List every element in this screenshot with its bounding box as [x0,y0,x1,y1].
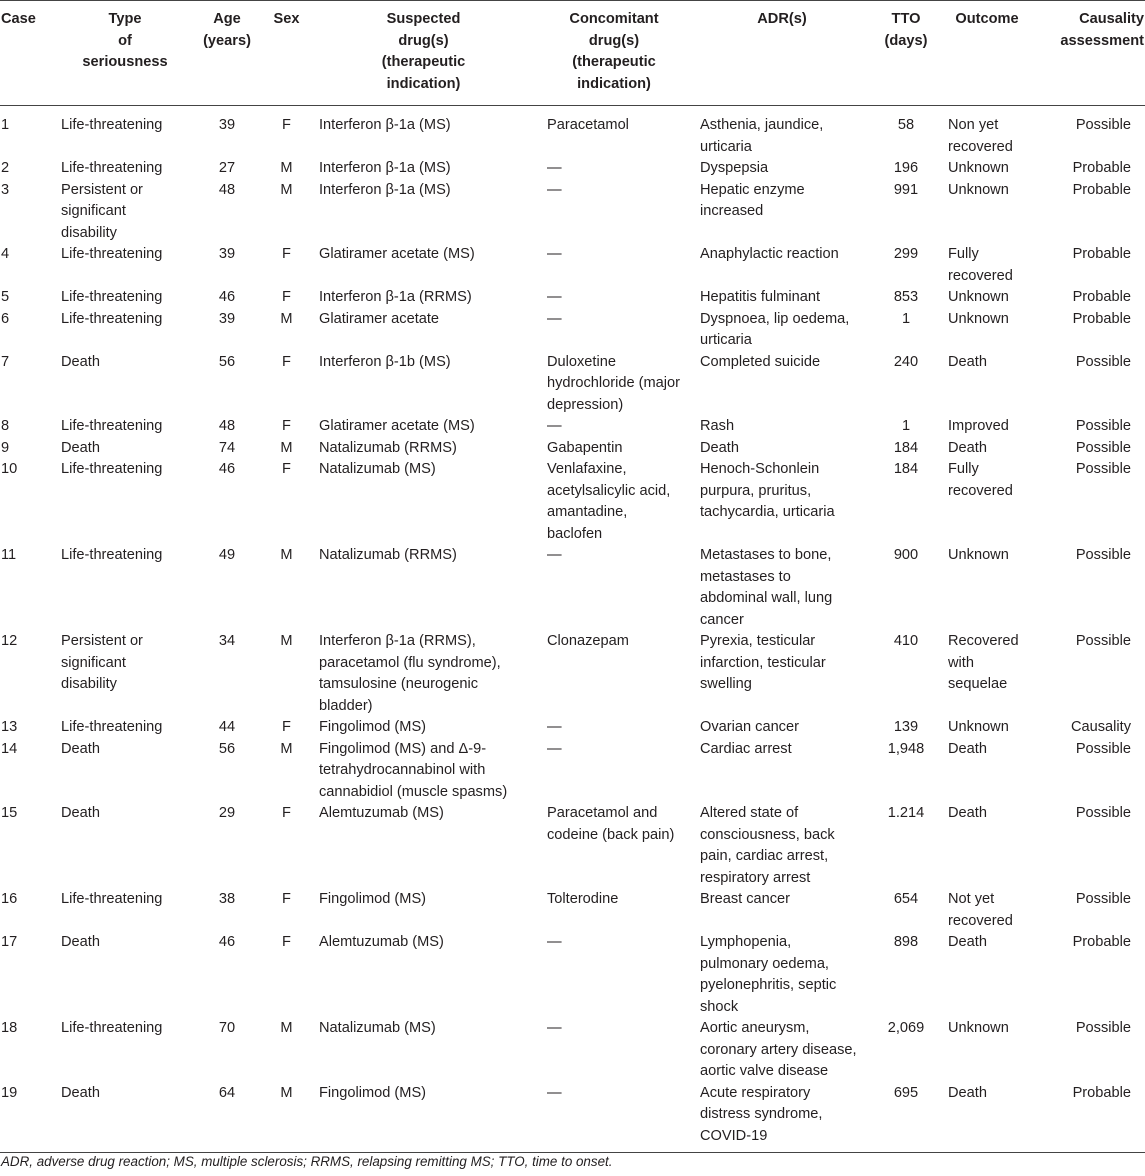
cell-sex: M [280,1020,293,1036]
cell-concomitant-drugs: — [547,1020,562,1036]
cell-case: 2 [1,160,10,176]
cell-age: 46 [218,934,236,950]
cell-sex: M [280,740,293,757]
cell-age: 44 [218,719,236,735]
cell-sex: M [280,547,293,563]
table-row [0,1083,1145,1153]
cell-causality-assessment: Causality [1070,719,1131,735]
cell-suspected-drugs: Natalizumab (RRMS) [319,439,457,456]
header-outcome: Outcome [940,1,1034,106]
cell-concomitant-drugs: Gabapentin [547,439,623,456]
cell-tto: 898 [893,934,919,950]
cell-suspected-drugs: Fingolimod (MS) [319,891,427,907]
cell-adrs: Aortic aneurysm, coronary artery disease, aortic valve disease [700,1020,857,1079]
cell-suspected-drugs: Interferon β-1a (MS) [319,181,451,198]
cell-type-of-seriousness: Persistent or significant disability [61,181,143,241]
cell-age: 46 [218,461,236,477]
header-concomitant-drugs: Concomitant drug(s) (therapeutic indication) [536,1,692,106]
cell-suspected-drugs: Fingolimod (MS) [311,1083,536,1153]
table-row [0,180,1145,245]
cell-outcome: Fully recovered [948,461,1013,499]
cell-adrs: Lymphopenia, pulmonary oedema, pyelonephritis, septic shock [700,934,837,1015]
cell-adrs: Henoch-Schonlein purpura, pruritus, tachycardia, urticaria [700,461,835,520]
header-case: Case [0,1,58,106]
cell-sex: F [282,461,291,477]
cell-causality-assessment: Probable [1072,289,1131,305]
cell-causality-assessment: Possible [1075,1020,1131,1036]
cell-case: 8 [1,418,10,434]
cell-outcome: Unknown [948,310,1009,327]
table-row [0,438,1145,460]
table-footnote: ADR, adverse drug reaction; MS, multiple sclerosis; RRMS, relapsing remitting MS; TTO, time to onset. [1,1154,613,1169]
table-row [0,932,1145,1018]
cell-adrs: Metastases to bone, metastases to abdominal wall, lung cancer [700,547,833,628]
cell-concomitant-drugs: Paracetamol [547,117,629,133]
cell-tto: 1 [901,418,911,434]
cell-case: 13 [1,719,18,735]
cell-sex: F [282,891,291,907]
cell-type-of-seriousness: Life-threatening [61,891,163,907]
cell-adrs: Dyspepsia [700,160,769,176]
cell-sex: M [280,160,293,176]
cell-suspected-drugs: Natalizumab (RRMS) [319,547,457,563]
cell-tto: 853 [893,289,919,305]
cell-type-of-seriousness: Life-threatening [61,1020,163,1036]
cell-concomitant-drugs: Duloxetine hydrochloride (major depression) [547,353,681,413]
cell-type-of-seriousness: Life-threatening [61,461,163,477]
cell-case: 12 [1,633,18,649]
cell-case: 19 [0,1083,58,1153]
header-age: Age (years) [192,1,262,106]
cell-outcome: Unknown [948,160,1009,176]
cell-concomitant-drugs: Clonazepam [547,633,629,649]
cell-causality-assessment: Probable [1072,310,1131,327]
cell-outcome: Unknown [948,1020,1009,1036]
cell-case: 10 [1,461,18,477]
cell-causality-assessment: Possible [1075,740,1131,757]
cell-sex: F [282,353,291,370]
cell-case: 3 [1,181,10,198]
table-body [0,106,1145,1153]
cell-adrs: Completed suicide [700,353,821,370]
cell-outcome: Death [948,805,987,821]
cell-case: 4 [1,246,10,262]
cell-case: 14 [1,740,18,757]
cell-adrs: Breast cancer [700,891,791,907]
cell-type-of-seriousness: Life-threatening [61,289,163,305]
table-row [0,158,1145,180]
table-row [0,889,1145,932]
cell-suspected-drugs: Interferon β-1a (MS) [319,117,451,133]
cell-adrs: Dyspnoea, lip oedema, urticaria [700,310,850,348]
table-row [0,106,1145,159]
table-row [0,287,1145,309]
cell-concomitant-drugs: — [547,160,562,176]
cell-concomitant-drugs: Tolterodine [547,891,619,907]
cell-suspected-drugs: Glatiramer acetate (MS) [319,246,475,262]
cell-outcome: Unknown [948,289,1009,305]
cell-age: 56 [218,740,236,757]
cell-adrs: Asthenia, jaundice, urticaria [700,117,824,155]
cell-concomitant-drugs: — [547,310,562,327]
cell-type-of-seriousness: Life-threatening [61,719,163,735]
cell-age: 56 [218,353,236,370]
cell-causality-assessment: Possible [1075,891,1131,907]
cell-sex: F [282,117,291,133]
cell-adrs: Anaphylactic reaction [700,246,839,262]
cell-type-of-seriousness: Death [61,805,100,821]
cell-causality-assessment: Possible [1075,461,1131,477]
cell-age: 34 [218,633,236,649]
cell-suspected-drugs: Alemtuzumab (MS) [319,805,444,821]
cell-causality-assessment: Probable [1072,246,1131,262]
cell-age: 49 [218,547,236,563]
cell-suspected-drugs: Alemtuzumab (MS) [319,934,444,950]
cell-sex: M [262,1083,311,1153]
table-row [0,717,1145,739]
cell-suspected-drugs: Glatiramer acetate (MS) [319,418,475,434]
header-causality-assessment: Causality assessment [1034,1,1145,106]
cell-type-of-seriousness: Death [61,353,100,370]
table-row [0,739,1145,804]
header-row [0,1,1145,106]
table-row [0,803,1145,889]
cell-outcome: Unknown [948,719,1009,735]
cell-tto: 240 [893,353,919,370]
table-row [0,244,1145,287]
table-header [0,1,1145,106]
cell-type-of-seriousness: Persistent or significant disability [61,633,143,692]
cell-causality-assessment: Probable [1072,181,1131,198]
cell-suspected-drugs: Glatiramer acetate [319,310,440,327]
cell-sex: F [282,246,291,262]
header-sex: Sex [262,1,311,106]
cell-age: 48 [218,181,236,198]
cell-age: 46 [218,289,236,305]
cell-adrs: Ovarian cancer [700,719,799,735]
cell-concomitant-drugs: — [547,181,562,198]
cell-outcome: Non yet recovered [948,117,1013,155]
cell-tto: 1 [901,310,911,327]
cell-sex: F [282,418,291,434]
cell-outcome: Death [948,934,987,950]
cell-type-of-seriousness: Life-threatening [61,117,163,133]
cell-type-of-seriousness: Life-threatening [61,310,163,327]
cell-age: 39 [218,310,236,327]
cell-causality-assessment: Possible [1075,353,1131,370]
cell-case: 7 [1,353,10,370]
cell-outcome: Unknown [948,547,1009,563]
cell-causality-assessment: Possible [1075,439,1131,456]
table-row [0,352,1145,417]
cell-concomitant-drugs: — [547,719,562,735]
cell-suspected-drugs: Fingolimod (MS) and Δ-9- tetrahydrocannabinol with cannabidiol (muscle spasms) [319,740,508,800]
cell-suspected-drugs: Natalizumab (MS) [319,461,436,477]
cell-adrs: Hepatitis fulminant [700,289,821,305]
cell-sex: M [280,439,293,456]
cell-outcome: Death [948,353,987,370]
cell-type-of-seriousness: Death [61,740,100,757]
cell-outcome: Fully recovered [948,246,1013,284]
cell-sex: M [280,633,293,649]
cell-sex: M [280,310,293,327]
cell-causality-assessment: Possible [1075,633,1131,649]
cell-adrs: Cardiac arrest [700,740,792,757]
cell-age: 39 [218,117,236,133]
cell-concomitant-drugs: — [547,740,562,757]
cell-tto: 695 [872,1083,940,1153]
cell-causality-assessment: Possible [1075,805,1131,821]
cell-tto: 900 [893,547,919,563]
cell-type-of-seriousness: Life-threatening [61,418,163,434]
cell-tto: 2,069 [887,1020,925,1036]
cell-case: 5 [1,289,10,305]
cell-case: 11 [1,547,17,563]
cell-age: 29 [218,805,236,821]
cell-outcome: Death [948,439,987,456]
cell-type-of-seriousness: Life-threatening [61,246,163,262]
cell-sex: F [282,934,291,950]
cell-adrs: Hepatic enzyme increased [700,181,805,219]
header-type-of-seriousness: Type of seriousness [58,1,192,106]
cell-outcome: Not yet recovered [948,891,1013,929]
cell-outcome: Unknown [948,181,1009,198]
cell-age: 70 [218,1020,236,1036]
table-row [0,545,1145,631]
cell-age: 48 [218,418,236,434]
cell-suspected-drugs: Interferon β-1a (MS) [319,160,451,176]
cell-causality-assessment: Possible [1075,418,1131,434]
cell-sex: M [280,181,293,198]
cell-tto: 196 [893,160,919,176]
cell-tto: 58 [897,117,915,133]
cell-concomitant-drugs: — [547,289,562,305]
cell-outcome: Death [948,740,987,757]
cell-case: 9 [1,439,10,456]
cell-case: 17 [1,934,18,950]
cell-causality-assessment: Possible [1075,547,1131,563]
cell-suspected-drugs: Natalizumab (MS) [319,1020,436,1036]
cell-causality-assessment: Probable [1072,934,1131,950]
cell-concomitant-drugs: Paracetamol and codeine (back pain) [547,805,675,843]
cell-adrs: Pyrexia, testicular infarction, testicular swelling [700,633,826,692]
cell-tto: 184 [893,461,919,477]
table-row [0,459,1145,545]
cell-sex: F [282,805,291,821]
header-suspected-drugs: Suspected drug(s) (therapeutic indication) [311,1,536,106]
cell-outcome: Improved [948,418,1009,434]
cell-outcome: Recovered with sequelae [948,633,1019,692]
cell-type-of-seriousness: Death [61,439,100,456]
cell-concomitant-drugs: — [547,418,562,434]
header-tto: TTO (days) [872,1,940,106]
cell-age: 38 [218,891,236,907]
table-row [0,1018,1145,1083]
cell-concomitant-drugs: — [547,934,562,950]
cell-tto: 299 [893,246,919,262]
cell-case: 6 [1,310,10,327]
cell-case: 16 [1,891,18,907]
cell-type-of-seriousness: Death [61,934,100,950]
cell-concomitant-drugs: — [547,547,562,563]
cell-concomitant-drugs: — [536,1083,692,1153]
cell-suspected-drugs: Interferon β-1b (MS) [319,353,451,370]
cell-case: 18 [1,1020,18,1036]
cell-adrs: Altered state of consciousness, back pain, cardiac arrest, respiratory arrest [700,805,835,886]
cell-tto: 654 [893,891,919,907]
table-row [0,416,1145,438]
cell-type-of-seriousness: Life-threatening [61,547,163,563]
table-row [0,631,1145,717]
cell-sex: F [282,719,291,735]
cell-tto: 139 [893,719,919,735]
cell-type-of-seriousness: Death [58,1083,192,1153]
cell-tto: 1.214 [887,805,925,821]
cell-outcome: Death [940,1083,1034,1153]
cell-adrs: Death [700,439,739,456]
cell-case: 1 [1,117,10,133]
cell-adrs: Rash [700,418,735,434]
cell-concomitant-drugs: Venlafaxine, acetylsalicylic acid, amantadine, baclofen [547,461,671,542]
cell-concomitant-drugs: — [547,246,562,262]
cell-sex: F [282,289,291,305]
cell-age: 64 [192,1083,262,1153]
cell-age: 74 [218,439,236,456]
cell-tto: 184 [893,439,919,456]
cell-causality-assessment: Probable [1072,160,1131,176]
cell-tto: 991 [893,181,919,198]
cell-age: 39 [218,246,236,262]
header-adrs: ADR(s) [692,1,872,106]
cell-causality-assessment: Probable [1034,1083,1145,1153]
cell-suspected-drugs: Interferon β-1a (RRMS) [319,289,472,305]
table-row [0,309,1145,352]
cell-suspected-drugs: Interferon β-1a (RRMS), paracetamol (flu syndrome), tamsulosine (neurogenic bladder) [319,633,501,714]
cell-suspected-drugs: Fingolimod (MS) [319,719,427,735]
cell-tto: 410 [893,633,919,649]
cell-tto: 1,948 [887,740,925,757]
cell-case: 15 [1,805,18,821]
cell-age: 27 [218,160,236,176]
cell-type-of-seriousness: Life-threatening [61,160,163,176]
cell-adrs: Acute respiratory distress syndrome, COVID-19 [692,1083,872,1153]
cell-causality-assessment: Possible [1075,117,1131,133]
